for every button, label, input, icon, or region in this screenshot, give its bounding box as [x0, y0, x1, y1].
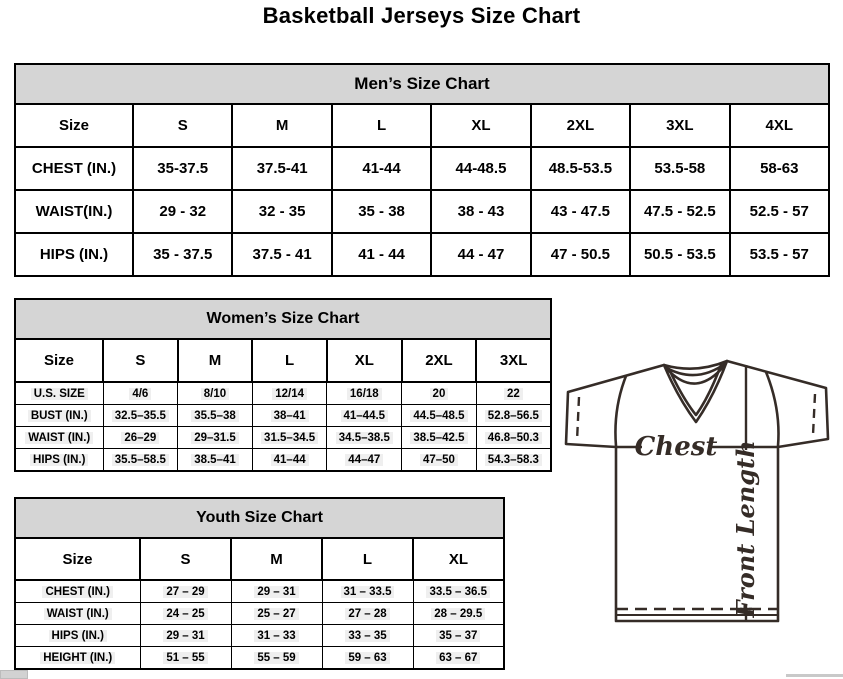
table-row	[15, 647, 504, 670]
size-header-row	[15, 538, 504, 580]
value-cell	[231, 580, 322, 603]
mens-size-table	[14, 63, 830, 277]
value-cell	[402, 405, 477, 427]
row-label	[15, 233, 133, 276]
table-row	[15, 603, 504, 625]
cuff-dash-left	[577, 397, 579, 441]
value-cell	[476, 382, 551, 405]
cell-text: 38.5–42.5	[410, 432, 467, 444]
cell-text: 24 – 25	[163, 608, 207, 620]
value-cell	[413, 580, 504, 603]
cell-text: 32.5–35.5	[112, 410, 169, 422]
value-cell	[231, 603, 322, 625]
cell-text: 29 - 32	[159, 203, 207, 220]
value-cell	[103, 382, 178, 405]
table-header-row	[15, 299, 551, 339]
value-cell	[476, 405, 551, 427]
cell-text: 44.5–48.5	[410, 410, 467, 422]
value-cell	[140, 580, 231, 603]
cell-text: 27 – 29	[163, 586, 207, 598]
cell-text: 47.5 - 52.5	[643, 203, 716, 220]
cell-text: 51 – 55	[163, 652, 207, 664]
row-label	[15, 625, 140, 647]
value-cell	[231, 647, 322, 670]
chest-label: Chest	[634, 432, 718, 462]
value-cell	[133, 147, 232, 190]
value-cell	[413, 647, 504, 670]
value-cell	[231, 625, 322, 647]
cell-text: 52.8–56.5	[485, 410, 542, 422]
cell-text: HEIGHT (IN.)	[40, 652, 115, 664]
cell-text: 16/18	[347, 388, 382, 400]
table-row	[15, 190, 829, 233]
cell-text: 31.5–34.5	[261, 432, 318, 444]
cell-text: 35 - 37.5	[153, 246, 213, 263]
table-title: Men’s Size Chart	[15, 64, 829, 104]
cell-text: 41 - 44	[358, 246, 405, 263]
column-header: M	[231, 538, 322, 580]
cell-text: 35 – 37	[436, 630, 480, 642]
size-header-row	[15, 339, 551, 382]
column-header: XL	[431, 104, 530, 147]
cell-text: 43 - 47.5	[550, 203, 610, 220]
cell-text: HIPS (IN.)	[49, 630, 107, 642]
column-header: S	[133, 104, 232, 147]
cell-text: 53.5 - 57	[749, 246, 809, 263]
cell-text: 29 – 31	[254, 586, 298, 598]
scrollbar-fragment-left	[0, 670, 28, 679]
table-row	[15, 625, 504, 647]
value-cell	[232, 147, 331, 190]
cell-text: 38.5–41	[191, 454, 239, 466]
sleeve-seam-left	[615, 376, 626, 446]
row-label	[15, 147, 133, 190]
column-header: 2XL	[531, 104, 630, 147]
cell-text: 48.5-53.5	[548, 160, 613, 177]
front-length-label: Front Length	[731, 440, 760, 618]
cell-text: 28 – 29.5	[431, 608, 485, 620]
column-header: M	[232, 104, 331, 147]
table-row	[15, 427, 551, 449]
cell-text: 44-48.5	[455, 160, 507, 177]
value-cell	[402, 427, 477, 449]
value-cell	[140, 647, 231, 670]
row-label	[15, 405, 103, 427]
cell-text: 44–47	[345, 454, 383, 466]
size-header-row	[15, 104, 829, 147]
sleeve-seam-right	[766, 372, 779, 446]
value-cell	[327, 449, 402, 472]
cell-text: 58-63	[760, 160, 799, 177]
cell-text: 32 - 35	[258, 203, 306, 220]
cell-text: 41-44	[362, 160, 401, 177]
size-chart-grid	[14, 63, 830, 277]
cell-text: HIPS (IN.)	[39, 246, 109, 263]
cell-text: 37.5 - 41	[252, 246, 312, 263]
value-cell	[178, 405, 253, 427]
column-header: S	[140, 538, 231, 580]
value-cell	[630, 147, 729, 190]
table-title: Youth Size Chart	[15, 498, 504, 538]
row-label	[15, 603, 140, 625]
value-cell	[232, 190, 331, 233]
cell-text: WAIST (IN.)	[25, 432, 93, 444]
column-header: L	[332, 104, 431, 147]
value-cell	[178, 382, 253, 405]
row-label	[15, 647, 140, 670]
size-label: Size	[15, 104, 133, 147]
cell-text: 31 – 33.5	[341, 586, 395, 598]
value-cell	[630, 190, 729, 233]
value-cell	[476, 449, 551, 472]
cell-text: 47–50	[420, 454, 458, 466]
cell-text: CHEST (IN.)	[31, 160, 117, 177]
cell-text: 35.5–38	[191, 410, 239, 422]
womens-size-table	[14, 298, 552, 472]
value-cell	[327, 382, 402, 405]
cell-text: 25 – 27	[254, 608, 298, 620]
cell-text: 27 – 28	[345, 608, 389, 620]
table-header-row	[15, 498, 504, 538]
value-cell	[140, 603, 231, 625]
value-cell	[630, 233, 729, 276]
size-label: Size	[15, 339, 103, 382]
value-cell	[252, 405, 327, 427]
table-row	[15, 147, 829, 190]
row-label	[15, 449, 103, 472]
table-header-row	[15, 64, 829, 104]
value-cell	[133, 190, 232, 233]
cell-text: 31 – 33	[254, 630, 298, 642]
value-cell	[322, 580, 413, 603]
cell-text: HIPS (IN.)	[30, 454, 88, 466]
value-cell	[730, 147, 829, 190]
cell-text: 35.5–58.5	[112, 454, 169, 466]
value-cell	[332, 190, 431, 233]
table-row	[15, 382, 551, 405]
cell-text: 22	[504, 388, 523, 400]
value-cell	[322, 625, 413, 647]
cell-text: 41–44	[271, 454, 309, 466]
cell-text: 44 - 47	[457, 246, 505, 263]
value-cell	[730, 233, 829, 276]
jersey-measurement-diagram	[556, 354, 843, 674]
row-label	[15, 427, 103, 449]
cuff-dash-right	[813, 394, 815, 435]
value-cell	[140, 625, 231, 647]
value-cell	[531, 190, 630, 233]
cell-text: 8/10	[201, 388, 229, 400]
column-header: L	[322, 538, 413, 580]
value-cell	[103, 449, 178, 472]
value-cell	[402, 449, 477, 472]
value-cell	[178, 427, 253, 449]
cell-text: BUST (IN.)	[28, 410, 91, 422]
cell-text: 63 – 67	[436, 652, 480, 664]
cell-text: 53.5-58	[654, 160, 706, 177]
value-cell	[103, 427, 178, 449]
cell-text: 52.5 - 57	[749, 203, 809, 220]
value-cell	[402, 382, 477, 405]
table-row	[15, 580, 504, 603]
value-cell	[252, 427, 327, 449]
cell-text: 29 – 31	[163, 630, 207, 642]
cell-text: 55 – 59	[254, 652, 298, 664]
cell-text: 46.8–50.3	[485, 432, 542, 444]
page-title: Basketball Jerseys Size Chart	[262, 3, 581, 28]
cell-text: 34.5–38.5	[336, 432, 393, 444]
cell-text: 29–31.5	[191, 432, 239, 444]
cell-text: 38–41	[271, 410, 309, 422]
column-header: 4XL	[730, 104, 829, 147]
cell-text: 12/14	[272, 388, 307, 400]
value-cell	[431, 233, 530, 276]
column-header: 2XL	[402, 339, 477, 382]
row-label	[15, 382, 103, 405]
table-row	[15, 449, 551, 472]
cell-text: 4/6	[129, 388, 151, 400]
cell-text: U.S. SIZE	[31, 388, 88, 400]
value-cell	[531, 233, 630, 276]
value-cell	[252, 382, 327, 405]
column-header: S	[103, 339, 178, 382]
cell-text: 35-37.5	[157, 160, 209, 177]
column-header: M	[178, 339, 253, 382]
row-label	[15, 190, 133, 233]
youth-size-table	[14, 497, 505, 670]
column-header: XL	[327, 339, 402, 382]
column-header: L	[252, 339, 327, 382]
jersey-outline	[566, 361, 828, 621]
cell-text: 35 - 38	[358, 203, 405, 220]
column-header: 3XL	[476, 339, 551, 382]
value-cell	[413, 603, 504, 625]
column-header: XL	[413, 538, 504, 580]
cell-text: 38 - 43	[457, 203, 505, 220]
size-label: Size	[15, 538, 140, 580]
cell-text: WAIST (IN.)	[44, 608, 112, 620]
table-row	[15, 405, 551, 427]
column-header: 3XL	[630, 104, 729, 147]
value-cell	[252, 449, 327, 472]
value-cell	[476, 427, 551, 449]
table-row	[15, 233, 829, 276]
cell-text: 37.5-41	[256, 160, 308, 177]
cell-text: 47 - 50.5	[550, 246, 610, 263]
value-cell	[178, 449, 253, 472]
cell-text: WAIST(IN.)	[35, 203, 113, 220]
size-chart-grid	[14, 497, 505, 670]
value-cell	[413, 625, 504, 647]
value-cell	[332, 147, 431, 190]
cell-text: 54.3–58.3	[485, 454, 542, 466]
scrollbar-fragment-right	[786, 674, 843, 677]
value-cell	[431, 147, 530, 190]
cell-text: 20	[430, 388, 449, 400]
size-chart-grid	[14, 298, 552, 472]
cell-text: 50.5 - 53.5	[643, 246, 716, 263]
value-cell	[103, 405, 178, 427]
value-cell	[322, 647, 413, 670]
value-cell	[133, 233, 232, 276]
cell-text: 33 – 35	[345, 630, 389, 642]
cell-text: CHEST (IN.)	[42, 586, 113, 598]
cell-text: 41–44.5	[341, 410, 389, 422]
value-cell	[332, 233, 431, 276]
value-cell	[322, 603, 413, 625]
cell-text: 33.5 – 36.5	[426, 586, 490, 598]
value-cell	[327, 405, 402, 427]
row-label	[15, 580, 140, 603]
value-cell	[431, 190, 530, 233]
cell-text: 26–29	[121, 432, 159, 444]
cell-text: 59 – 63	[345, 652, 389, 664]
table-title: Women’s Size Chart	[15, 299, 551, 339]
value-cell	[730, 190, 829, 233]
value-cell	[327, 427, 402, 449]
value-cell	[531, 147, 630, 190]
value-cell	[232, 233, 331, 276]
